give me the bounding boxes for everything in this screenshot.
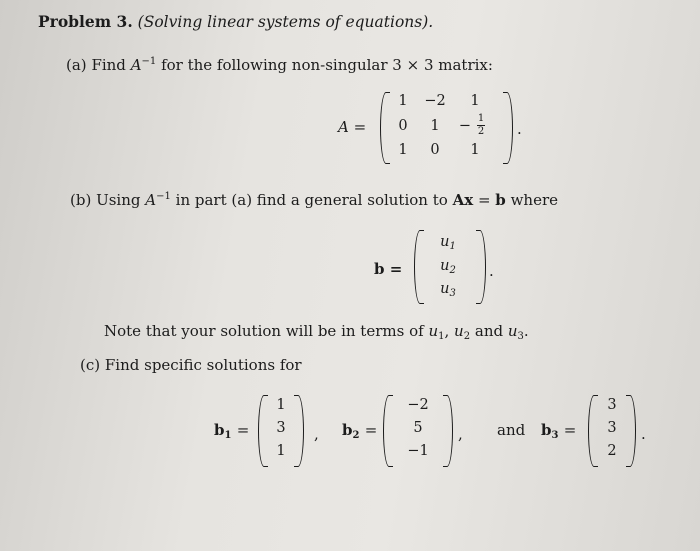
- part-c-label: (c): [80, 356, 101, 374]
- vector-b2-comma: ,: [458, 425, 463, 443]
- vector-b1-entry: 3: [276, 420, 286, 436]
- note-var-sub: 3: [517, 331, 524, 342]
- part-b-using: Using: [96, 191, 141, 209]
- matrix-a-frac-den: 2: [477, 126, 485, 137]
- note-and: and: [474, 322, 504, 340]
- problem-number: Problem 3.: [38, 12, 133, 31]
- matrix-a-cell: 0: [430, 142, 440, 158]
- matrix-a-cell: −: [458, 118, 472, 134]
- part-a-symbol: A: [130, 56, 142, 74]
- note-statement: [104, 322, 529, 340]
- vector-b1-left-paren: [258, 395, 268, 467]
- vector-b2-left-paren: [383, 395, 393, 467]
- part-c-statement: [80, 356, 302, 374]
- part-c-and: and: [497, 421, 526, 439]
- part-b-symbol: A: [145, 191, 157, 209]
- part-b-label: (b): [70, 191, 92, 209]
- matrix-a-cell: −2: [424, 93, 446, 109]
- vector-b1-label: $b_1$ =: [214, 421, 250, 441]
- vector-b-right-paren: [476, 230, 486, 304]
- vector-b1-entry: 1: [276, 443, 286, 459]
- vector-b1: [258, 395, 304, 467]
- part-c-text: Find specific solutions for: [104, 356, 302, 374]
- vector-b-left-paren: [414, 230, 424, 304]
- matrix-a-left-paren: [380, 92, 390, 164]
- matrix-a-cell: 1: [430, 118, 440, 134]
- vector-b2-entry: −1: [407, 443, 429, 459]
- vector-b3: [588, 395, 636, 467]
- part-a-exponent: −1: [141, 56, 157, 67]
- note-var: u: [428, 322, 439, 340]
- matrix-a-cell: 0: [398, 118, 408, 134]
- vector-b2-right-paren: [443, 395, 453, 467]
- vector-b1-comma: ,: [314, 425, 319, 443]
- vector-b3-period: .: [641, 425, 646, 443]
- vector-b1-entry: 1: [276, 397, 286, 413]
- vector-b-label: b =: [374, 260, 403, 278]
- note-text: Note that your solution will be in terms of: [104, 322, 424, 340]
- problem-topic: (Solving linear systems of equations).: [137, 13, 434, 31]
- vector-b1-right-paren: [294, 395, 304, 467]
- vector-b2-entry: 5: [413, 420, 423, 436]
- part-b-eq-rhs: b: [495, 191, 506, 209]
- vector-b2-entry: −2: [407, 397, 429, 413]
- vector-b: [414, 230, 486, 304]
- part-b-where: where: [510, 191, 559, 209]
- note-var: u: [507, 322, 518, 340]
- note-var: u: [454, 322, 464, 340]
- matrix-a-cell: 1: [470, 142, 480, 158]
- vector-b2: [383, 395, 453, 467]
- part-b-mid: in part (a) find a general solution to: [175, 191, 448, 209]
- matrix-a: [380, 92, 513, 164]
- problem-title: [38, 12, 433, 31]
- note-var-sub: 1: [438, 331, 445, 342]
- vector-b3-entry: 3: [607, 420, 617, 436]
- vector-b3-left-paren: [588, 395, 598, 467]
- part-b-eq-sign: =: [477, 191, 491, 209]
- matrix-a-frac-num: 1: [477, 113, 485, 124]
- part-b-exponent: −1: [156, 191, 171, 202]
- matrix-a-label: A =: [338, 118, 367, 136]
- vector-b3-label: $b_3$ =: [541, 421, 577, 441]
- note-comma: ,: [444, 322, 450, 340]
- part-a-rest: for the following non-singular 3 × 3 matrix:: [161, 56, 493, 74]
- part-b-statement: [70, 191, 558, 209]
- part-a-label: (a): [66, 56, 87, 74]
- matrix-a-cell: 1: [470, 93, 480, 109]
- part-a-find: Find: [91, 56, 126, 74]
- vector-b-period: .: [489, 262, 494, 280]
- vector-b3-right-paren: [626, 395, 636, 467]
- matrix-a-cell: 1: [398, 93, 408, 109]
- note-period: .: [523, 322, 529, 340]
- vector-b-entry: $u_2$: [440, 258, 456, 276]
- note-var-sub: 2: [463, 331, 471, 342]
- vector-b2-label: $b_2$ =: [342, 421, 378, 441]
- vector-b-entry: $u_3$: [440, 281, 456, 299]
- vector-b3-entry: 3: [607, 397, 617, 413]
- vector-b-entry: $u_1$: [440, 234, 456, 252]
- vector-b3-entry: 2: [607, 443, 617, 459]
- part-b-eq-lhs: Ax: [452, 191, 474, 209]
- matrix-a-right-paren: [503, 92, 513, 164]
- part-a-statement: [66, 56, 493, 74]
- matrix-a-period: .: [517, 120, 522, 138]
- matrix-a-cell: 1: [398, 142, 408, 158]
